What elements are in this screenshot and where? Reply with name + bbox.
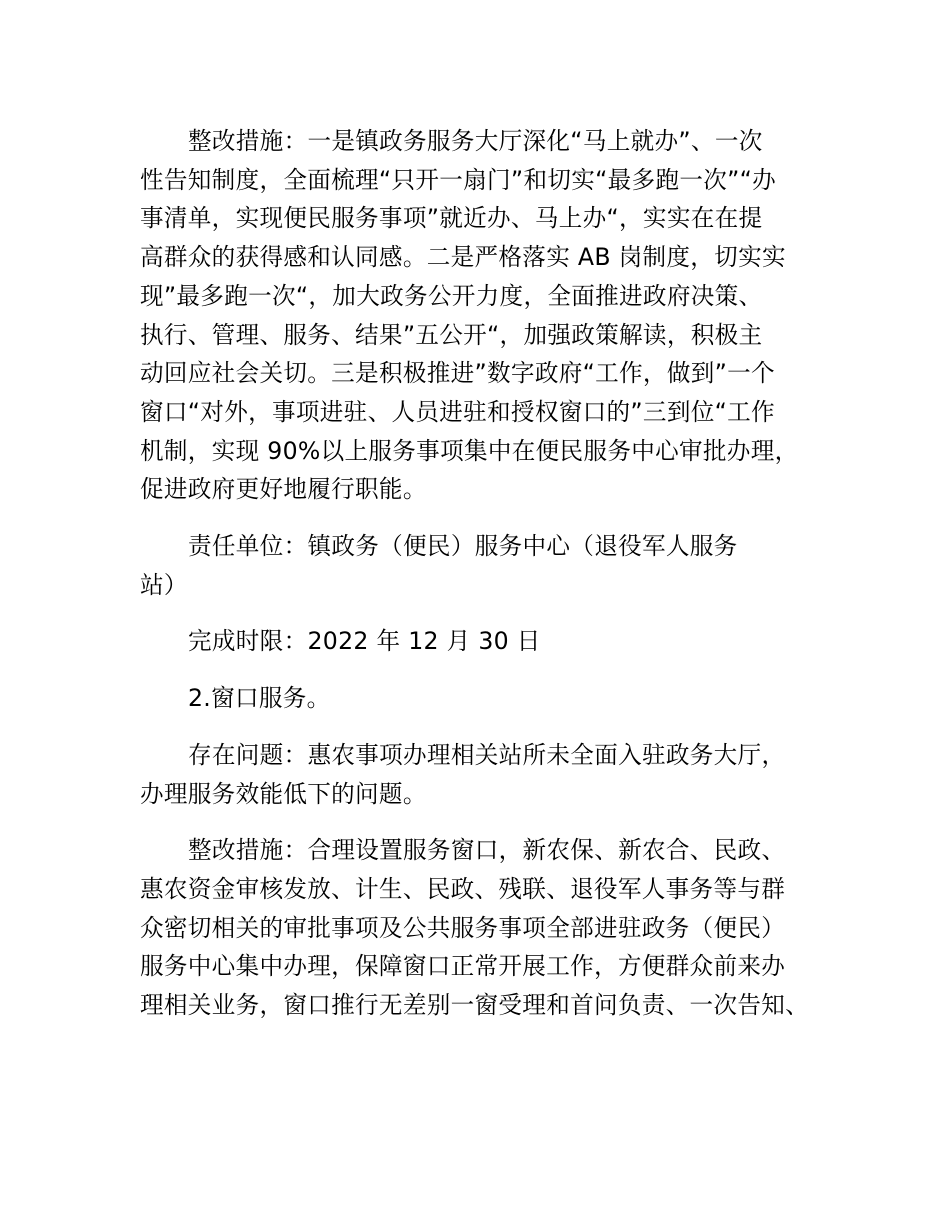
text-line: 办理服务效能低下的问题。 <box>140 779 427 808</box>
text-line: 整改措施：一是镇政务服务大厅深化“马上就办”、一次 <box>188 127 763 155</box>
text-line: 窗口“对外，事项进驻、人员进驻和授权窗口的”三到位“工作 <box>140 397 775 426</box>
text-line: 惠农资金审核发放、计生、民政、残联、退役军人事务等与群 <box>140 874 786 903</box>
text-line: 2.窗口服务。 <box>188 684 331 713</box>
text-line: 促进政府更好地履行职能。 <box>140 475 427 504</box>
text-line: 存在问题：惠农事项办理相关站所未全面入驻政务大厅， <box>188 740 786 769</box>
text-line: 性告知制度，全面梳理“只开一扇门”和切实“最多跑一次”“办 <box>140 165 777 194</box>
text-line: 服务中心集中办理，保障窗口正常开展工作，方便群众前来办 <box>140 952 786 981</box>
text-line: 机制，实现 90%以上服务事项集中在便民服务中心审批办理， <box>140 436 799 465</box>
text-line: 事清单，实现便民服务事项”就近办、马上办“，实实在在提 <box>140 204 763 233</box>
text-line: 高群众的获得感和认同感。二是严格落实 AB 岗制度，切实实 <box>140 243 786 272</box>
text-line: 动回应社会关切。三是积极推进”数字政府“工作，做到”一个 <box>140 359 775 388</box>
section-heading-window-service <box>140 679 830 718</box>
text-line: 完成时限：2022 年 12 月 30 日 <box>188 627 541 656</box>
text-line: 站） <box>140 570 188 599</box>
text-line: 理相关业务，窗口推行无差别一窗受理和首问负责、一次告知、 <box>140 991 810 1020</box>
text-line: 执行、管理、服务、结果”五公开“，加强政策解读，积极主 <box>140 320 763 349</box>
paragraph-responsible-unit-1 <box>140 527 830 604</box>
paragraph-existing-problem-2 <box>140 736 830 813</box>
document-page <box>140 122 830 1025</box>
text-line: 众密切相关的审批事项及公共服务事项全部进驻政务（便民） <box>140 913 786 942</box>
paragraph-rectification-measures-1 <box>140 122 830 509</box>
text-line: 责任单位：镇政务（便民）服务中心（退役军人服务 <box>188 532 738 561</box>
text-line: 整改措施：合理设置服务窗口，新农保、新农合、民政、 <box>188 836 786 865</box>
paragraph-rectification-measures-2 <box>140 831 830 1025</box>
text-line: 现”最多跑一次“，加大政务公开力度，全面推进政府决策、 <box>140 281 763 310</box>
paragraph-deadline-1 <box>140 622 830 661</box>
